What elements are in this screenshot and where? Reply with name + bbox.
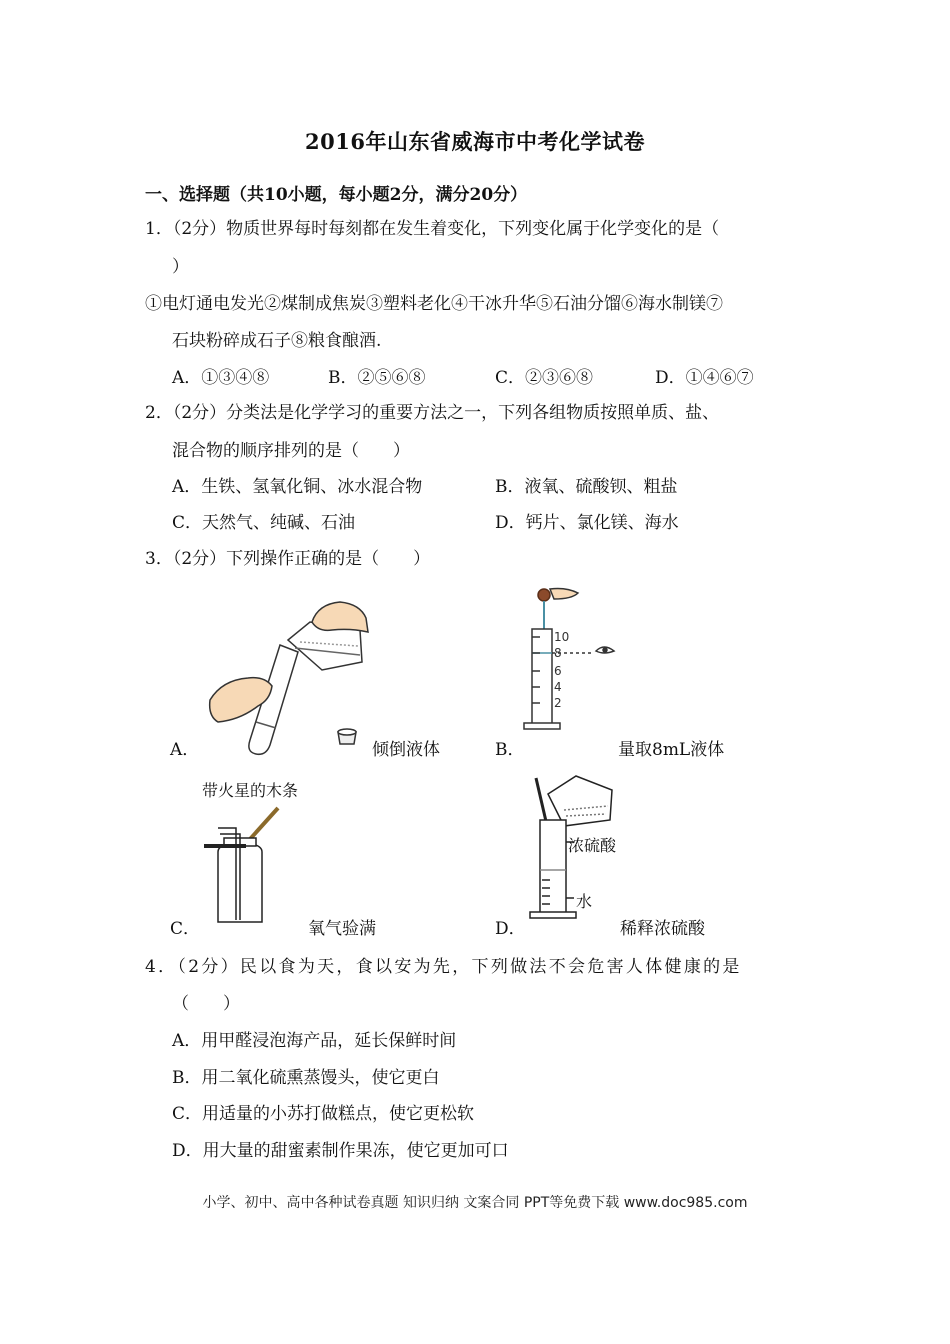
q3-option-d-letter: D． <box>495 919 526 939</box>
q4-stem-line2: （ ） <box>172 994 240 1014</box>
q4-stem-line1: 4．（2分）民以食为天，食以安为先，下列做法不会危害人体健康的是 <box>145 957 742 977</box>
fig-b-tick-6: 6 <box>554 664 562 678</box>
q2-option-b: B．液氧、硫酸钡、粗盐 <box>495 477 678 497</box>
fig-d-label-water: 水 <box>576 892 593 911</box>
q2-stem-line1: 2．（2分）分类法是化学学习的重要方法之一，下列各组物质按照单质、盐、 <box>145 403 720 423</box>
q3-option-c-caption: 氧气验满 <box>308 919 376 939</box>
page-footer: 小学、初中、高中各种试卷真题 知识归纳 文案合同 PPT等免费下载 www.doc985.com <box>202 1195 748 1211</box>
q3-option-d-caption: 稀释浓硫酸 <box>620 919 705 939</box>
q2-stem-line2: 混合物的顺序排列的是（ ） <box>172 441 410 461</box>
q2-option-c: C．天然气、纯碱、石油 <box>172 513 356 533</box>
q1-items-line2: 石块粉碎成石子⑧粮食酿酒. <box>172 331 382 351</box>
q3-option-c-letter: C． <box>170 919 201 939</box>
fig-b-tick-8: 8 <box>554 646 562 660</box>
fig-b-tick-2: 2 <box>554 696 562 710</box>
q3-option-a-letter: A． <box>170 740 200 760</box>
q1-items-line1: ①电灯通电发光②煤制成焦炭③塑料老化④干冰升华⑤石油分馏⑥海水制镁⑦ <box>145 294 723 314</box>
q4-option-a: A．用甲醛浸泡海产品，延长保鲜时间 <box>172 1031 457 1051</box>
q2-option-a: A．生铁、氢氧化铜、冰水混合物 <box>172 477 423 497</box>
fig-d-label-acid: 浓硫酸 <box>568 836 617 855</box>
q3-option-b-letter: B． <box>495 740 525 760</box>
q2-option-d: D．钙片、氯化镁、海水 <box>495 513 679 533</box>
fig-b-tick-4: 4 <box>554 680 562 694</box>
q4-option-c: C．用适量的小苏打做糕点，使它更松软 <box>172 1104 475 1124</box>
fig-b-tick-10: 10 <box>554 630 570 644</box>
q4-option-d: D．用大量的甜蜜素制作果冻，使它更加可口 <box>172 1141 509 1161</box>
page-title: 2016年山东省威海市中考化学试卷 <box>305 129 645 154</box>
q1-stem-line2: ） <box>172 257 189 277</box>
q1-stem-line1: 1．（2分）物质世界每时每刻都在发生着变化，下列变化属于化学变化的是（ <box>145 219 720 239</box>
q1-option-d: D．①④⑥⑦ <box>655 368 754 388</box>
figure-pouring-liquid <box>200 600 370 760</box>
figure-oxygen-test <box>200 800 300 926</box>
q3-option-a-caption: 倾倒液体 <box>372 740 440 760</box>
q3-option-b-caption: 量取8mL液体 <box>618 740 725 760</box>
q1-option-c: C．②③⑥⑧ <box>495 368 594 388</box>
q4-option-b: B．用二氧化硫熏蒸馒头，使它更白 <box>172 1068 440 1088</box>
figure-measuring-cylinder <box>520 585 630 735</box>
q3-stem: 3．（2分）下列操作正确的是（ ） <box>145 549 431 569</box>
fig-c-label-splint: 带火星的木条 <box>202 781 299 800</box>
section-heading: 一、选择题（共10小题，每小题2分，满分20分） <box>145 185 528 205</box>
q1-option-b: B．②⑤⑥⑧ <box>328 368 426 388</box>
q1-option-a: A．①③④⑧ <box>172 368 270 388</box>
